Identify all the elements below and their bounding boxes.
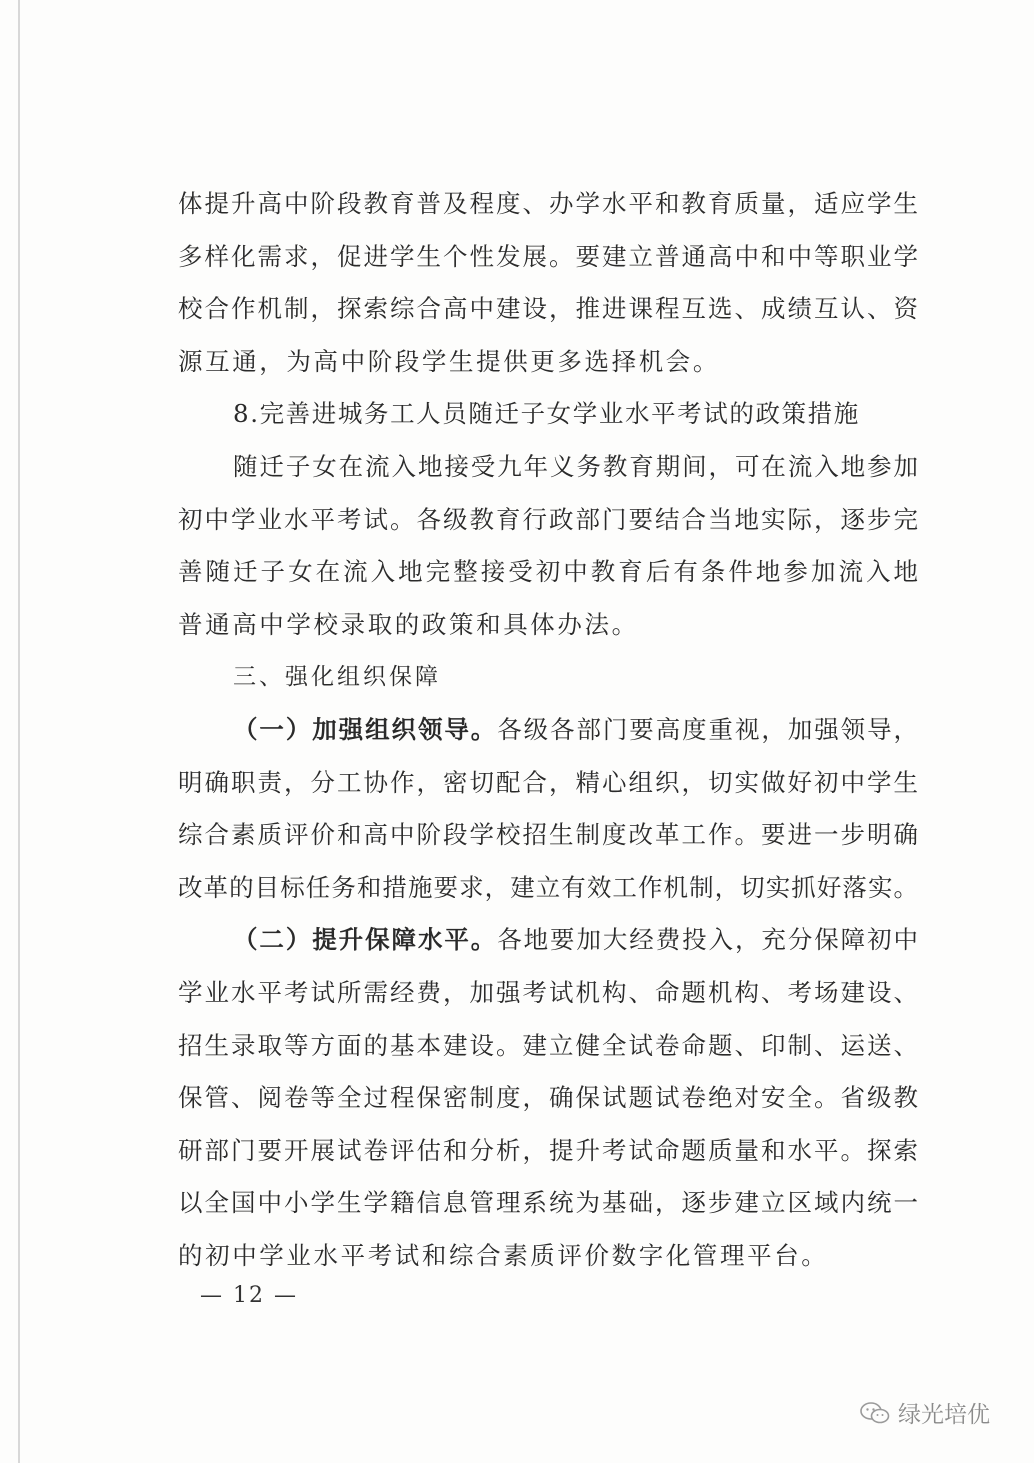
paragraph-line: 保管、阅卷等全过程保密制度，确保试题试卷绝对安全。省级教	[178, 1083, 918, 1113]
paragraph-line: 体提升高中阶段教育普及程度、办学水平和教育质量，适应学生	[178, 189, 918, 218]
body-text	[178, 178, 918, 1282]
paragraph-line: 善随迁子女在流入地完整接受初中教育后有条件地参加流入地	[178, 557, 918, 587]
paragraph-line: 普通高中学校录取的政策和具体办法。	[178, 609, 639, 639]
page-edge-divider	[18, 0, 20, 1463]
paragraph-line: 招生录取等方面的基本建设。建立健全试卷命题、印制、运送、	[178, 1030, 918, 1060]
paragraph-line: 综合素质评价和高中阶段学校招生制度改革工作。要进一步明确	[178, 820, 918, 850]
section-1-title: （一）加强组织领导。	[233, 714, 498, 744]
wechat-watermark	[860, 1396, 990, 1429]
section-2-title: （二）提升保障水平。	[233, 925, 498, 955]
subheading-item-8: 8.完善进城务工人员随迁子女学业水平考试的政策措施	[233, 399, 860, 429]
paragraph-line: 以全国中小学生学籍信息管理系统为基础，逐步建立区域内统一	[178, 1188, 918, 1218]
section-1-first-line	[178, 704, 918, 757]
paragraph-line: 多样化需求，促进学生个性发展。要建立普通高中和中等职业学	[178, 241, 918, 271]
paragraph-line: 源互通，为高中阶段学生提供更多选择机会。	[178, 346, 720, 376]
paragraph-line: 明确职责，分工协作，密切配合，精心组织，切实做好初中学生	[178, 767, 918, 797]
paragraph-line: 的初中学业水平考试和综合素质评价数字化管理平台。	[178, 1240, 829, 1270]
paragraph-line: 初中学业水平考试。各级教育行政部门要结合当地实际，逐步完	[178, 504, 918, 534]
section-2-text: 各地要加大经费投入，充分保障初中	[497, 925, 918, 955]
section-heading-3: 三、强化组织保障	[233, 664, 441, 691]
watermark-label: 绿光培优	[898, 1402, 990, 1428]
paragraph-line: 研部门要开展试卷评估和分析，提升考试命题质量和水平。探索	[178, 1135, 918, 1165]
section-1-text: 各级各部门要高度重视，加强领导，	[497, 714, 918, 744]
page-number: — 12 —	[200, 1283, 298, 1308]
paragraph-line: 校合作机制，探索综合高中建设，推进课程互选、成绩互认、资	[178, 294, 918, 324]
paragraph-line: 改革的目标任务和措施要求，建立有效工作机制，切实抓好落实。	[178, 872, 918, 902]
paragraph-line: 学业水平考试所需经费，加强考试机构、命题机构、考场建设、	[178, 977, 918, 1007]
wechat-icon	[860, 1401, 890, 1425]
paragraph-line: 随迁子女在流入地接受九年义务教育期间，可在流入地参加	[233, 451, 918, 481]
section-2-first-line	[178, 914, 918, 967]
